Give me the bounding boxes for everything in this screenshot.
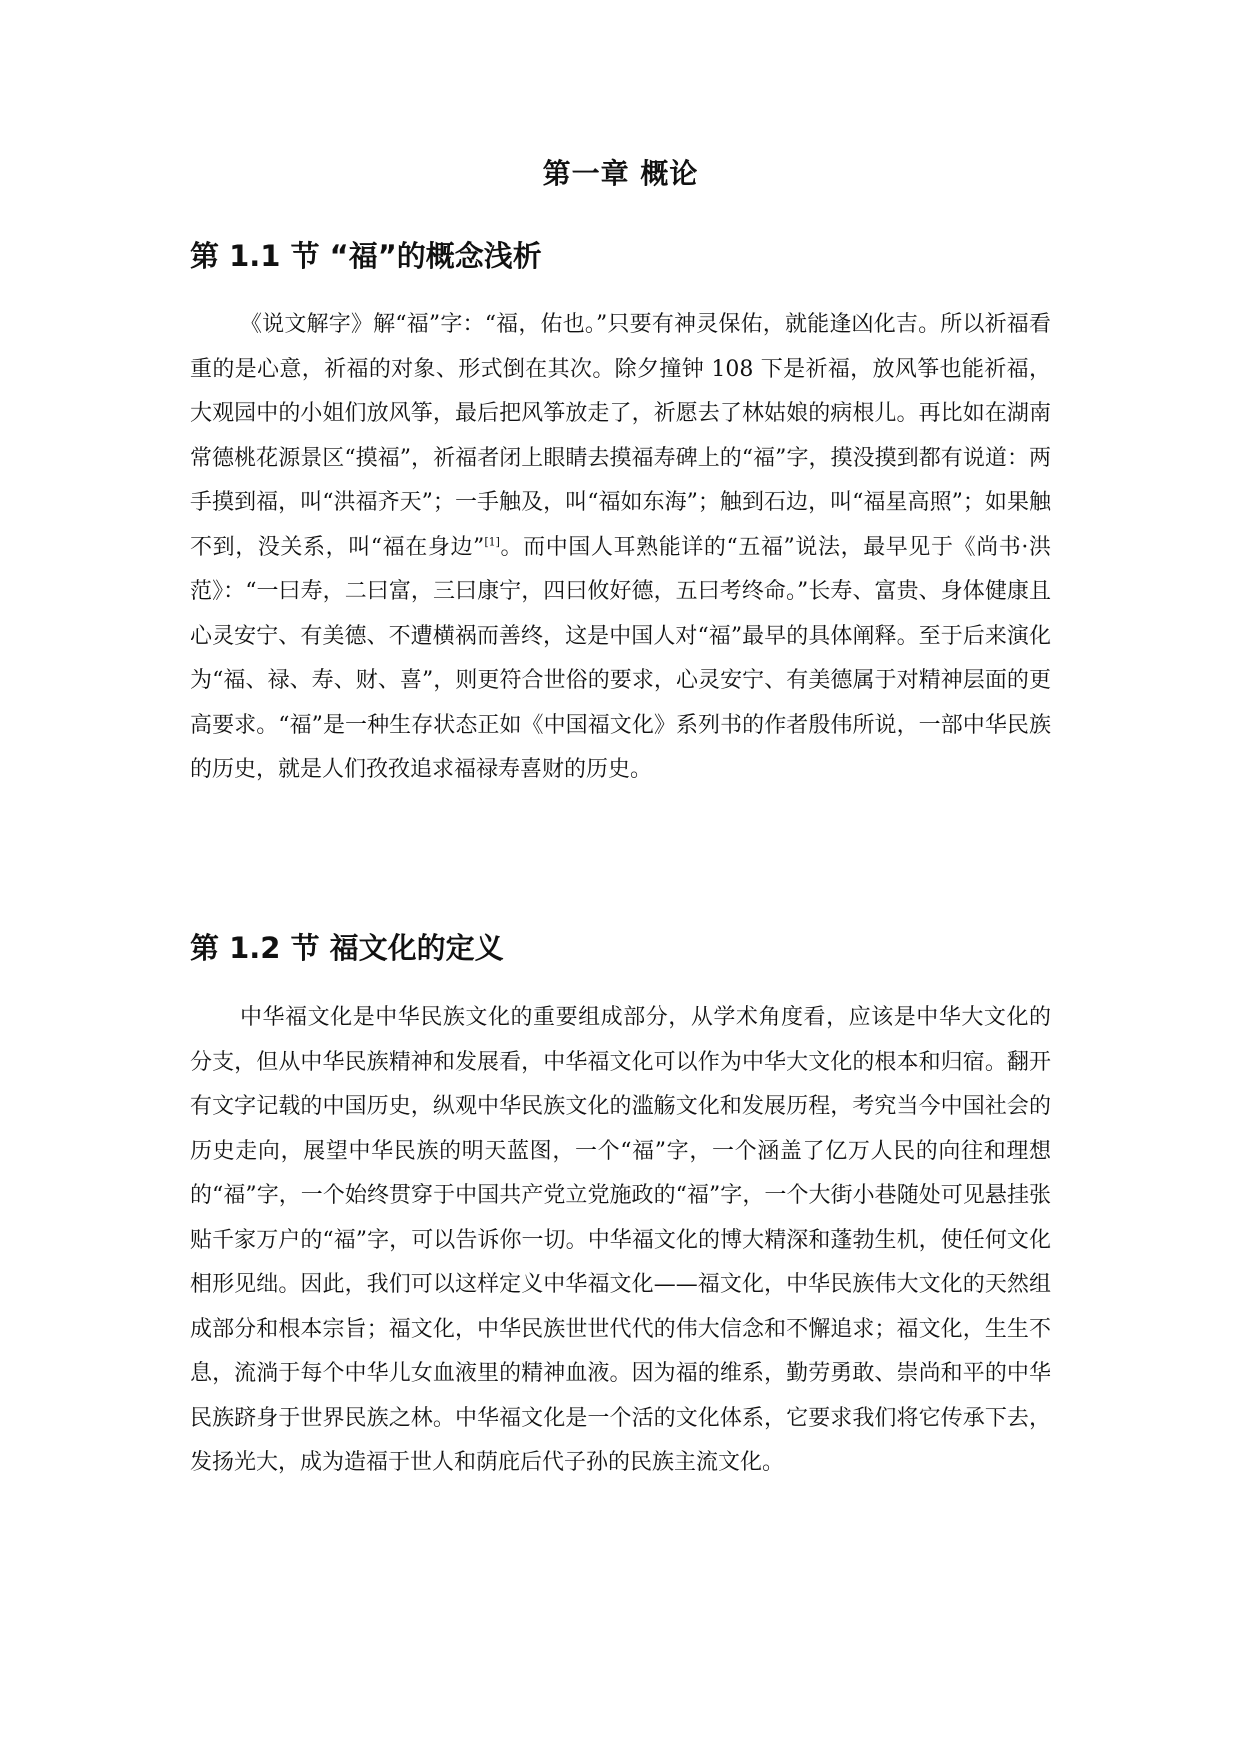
citation-reference: [1] (484, 535, 500, 549)
paragraph-text-before-citation: 《说文解字》解“福”字：“福，佑也。”只要有神灵保佑，就能逢凶化吉。所以祈福看重的是心意，祈福的对象、形式倒在其次。除夕撞钟 108 下是祈福，放风筝也能祈福，大观园中的小姐们放风筝，最后把风筝放走了，祈愿去了林姑娘的病根儿。再比如在湖南常德桃花源景区“摸福”，祈福者闭上眼睛去摸福寿碑上的“福”字，摸没摸到都有说道：两手摸到福，叫“洪福齐天”；一手触及，叫“福如东海”；触到石边，叫“福星高照”；如果触不到，没关系，叫“福在身边” (190, 312, 1051, 560)
section-heading-1-2: 第 1.2 节 福文化的定义 (190, 931, 504, 965)
section-1-2-paragraph: 中华福文化是中华民族文化的重要组成部分，从学术角度看，应该是中华大文化的分支，但从中华民族精神和发展看，中华福文化可以作为中华大文化的根本和归宿。翻开有文字记载的中国历史，纵观中华民族文化的滥觞文化和发展历程，考究当今中国社会的历史走向，展望中华民族的明天蓝图，一个“福”字，一个涵盖了亿万人民的向往和理想的“福”字，一个始终贯穿于中国共产党立党施政的“福”字，一个大街小巷随处可见悬挂张贴千家万户的“福”字，可以告诉你一切。中华福文化的博大精深和蓬勃生机，使任何文化相形见绌。因此，我们可以这样定义中华福文化——福文化，中华民族伟大文化的天然组成部分和根本宗旨；福文化，中华民族世世代代的伟大信念和不懈追求；福文化，生生不息，流淌于每个中华儿女血液里的精神血液。因为福的维系，勤劳勇敢、崇尚和平的中华民族跻身于世界民族之林。中华福文化是一个活的文化体系，它要求我们将它传承下去，发扬光大，成为造福于世人和荫庇后代子孙的民族主流文化。 (190, 1005, 1051, 1475)
section-1-1-paragraph (190, 303, 1051, 793)
section-heading-1-1: 第 1.1 节 “福”的概念浅析 (190, 239, 542, 273)
paragraph-text-after-citation: 。而中国人耳熟能详的“五福”说法，最早见于《尚书·洪范》：“一曰寿，二曰富，三曰康宁，四曰攸好德，五曰考终命。”长寿、富贵、身体健康且心灵安宁、有美德、不遭横祸而善终，这是中国人对“福”最早的具体阐释。至于后来演化为“福、禄、寿、财、喜”，则更符合世俗的要求，心灵安宁、有美德属于对精神层面的更高要求。“福”是一种生存状态正如《中国福文化》系列书的作者殷伟所说，一部中华民族的历史，就是人们孜孜追求福禄寿喜财的历史。 (190, 534, 1051, 782)
chapter-title: 第一章 概论 (542, 157, 699, 190)
